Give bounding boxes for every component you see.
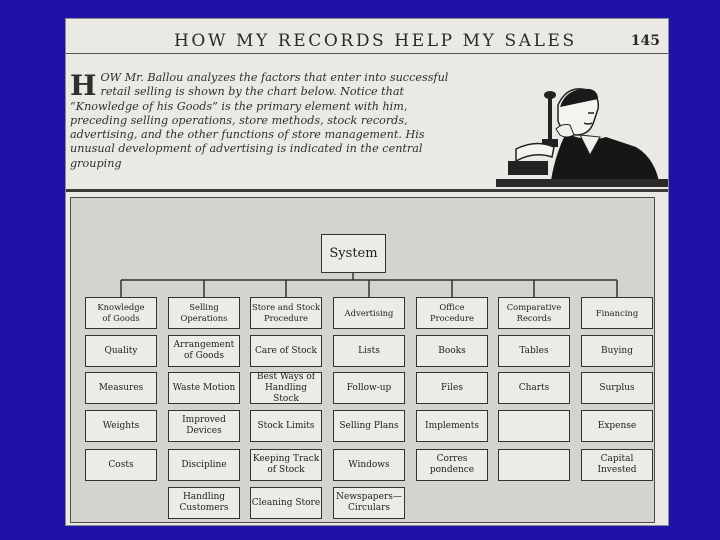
box-label-line: Arrangement [173,340,235,350]
page-number: 145 [630,33,660,49]
column-head-box [498,297,570,329]
box-label-line: Knowledge [97,302,145,312]
box-label-line: Weights [102,420,140,431]
column-head-box [168,297,240,329]
box-label-line: Selling [189,302,219,312]
column-head-box [416,297,488,329]
box-label-line: Newspapers— [336,492,402,502]
box-label-line: Invested [597,465,637,475]
box-label-line: Surplus [599,382,635,393]
box-label-line: Best Ways of [256,371,316,382]
chart-item-box [416,449,488,481]
box-label-line: Implements [425,420,479,431]
chart-item-box [498,372,570,404]
chart-item-box [581,335,653,367]
chart-item-box [85,410,157,442]
box-label-line: Circulars [347,503,391,513]
box-label-line: Corres [436,454,468,464]
box-label-line: Charts [518,382,550,393]
organization-chart [70,197,655,523]
box-label-line: Stock Limits [257,420,315,431]
chart-item-box [333,449,405,481]
chart-item-box [498,335,570,367]
chart-item-box [85,335,157,367]
chart-item-box [168,449,240,481]
box-label-line: Advertising [344,307,394,318]
box-label-line: of Goods [102,313,140,323]
box-label-line: Handling [182,492,226,502]
box-label-line: of Stock [267,465,305,475]
box-label-line: Financing [595,307,639,318]
box-label-line: Cleaning Store [251,497,321,508]
box-label-line: Keeping Track [252,454,320,464]
chart-item-box [416,410,488,442]
chart-item-box [85,372,157,404]
chart-item-box [581,449,653,481]
box-label-line: Records [516,313,552,323]
chart-item-box [333,372,405,404]
system-box: System [321,234,386,273]
box-label-line: Tables [519,345,549,356]
chart-item-box [250,335,322,367]
intro-text: OW Mr. Ballou analyzes the factors that enter into successful retail selling is shown by the chart below. Notice that “Knowledge of his Goods” is the primary element with him, preceding selling operations, store methods, stock records, advertising, and the other functions of store management. His unusual development of advertising is indicated in the central grouping [70,71,449,170]
column-head-box [581,297,653,329]
column-head-box [85,297,157,329]
box-label-line: Expense [597,420,637,431]
section-divider [66,189,668,192]
box-label-line: Selling Plans [339,420,399,431]
box-label-line: Office [439,302,465,312]
box-label-line: Procedure [429,313,475,323]
man-on-telephone-illustration [496,75,669,187]
chart-item-box [498,410,570,442]
box-label-line: of Goods [183,351,224,361]
chart-item-box [416,372,488,404]
chart-item-box [250,410,322,442]
box-label-line: Lists [358,345,380,356]
chart-item-box [85,449,157,481]
chart-item-box [168,372,240,404]
chart-item-box [498,449,570,481]
box-label-line: Measures [98,382,144,393]
column-head-box [250,297,322,329]
box-label-line: Customers [179,503,229,513]
drop-cap: H [70,69,97,102]
box-label-line: Quality [104,345,138,356]
chart-item-box [168,335,240,367]
box-label-line: Costs [108,459,134,470]
box-label-line: Buying [601,345,633,356]
box-label-line: Windows [348,459,390,470]
chart-item-box [250,372,322,404]
chart-item-box [416,335,488,367]
chart-item-box [333,487,405,519]
page-header [66,19,668,54]
box-label-line: Procedure [263,313,309,323]
box-label-line: Files [441,382,463,393]
box-label-line: Waste Motion [172,382,236,393]
box-label-line: pondence [429,465,475,475]
box-label-line: Improved [182,415,226,425]
chart-item-box [333,335,405,367]
chart-item-box [250,449,322,481]
box-label-line: Capital [600,454,634,464]
chart-item-box [581,372,653,404]
intro-paragraph [70,71,458,171]
box-label-line: Comparative [506,302,562,312]
page-title: HOW MY RECORDS HELP MY SALES [174,31,577,51]
box-label-line: Discipline [181,459,227,470]
box-label-line: Devices [186,426,222,436]
magazine-page [65,18,669,526]
box-label-line: Operations [180,313,228,323]
box-label-line: Store and Stock [251,302,321,312]
chart-item-box [168,487,240,519]
box-label-line: Handling Stock [264,382,308,404]
chart-item-box [250,487,322,519]
chart-item-box [581,410,653,442]
chart-item-box [168,410,240,442]
box-label-line: Care of Stock [254,345,318,356]
box-label-line: Follow-up [346,382,392,393]
column-head-box [333,297,405,329]
box-label-line: Books [438,345,466,356]
chart-item-box [333,410,405,442]
